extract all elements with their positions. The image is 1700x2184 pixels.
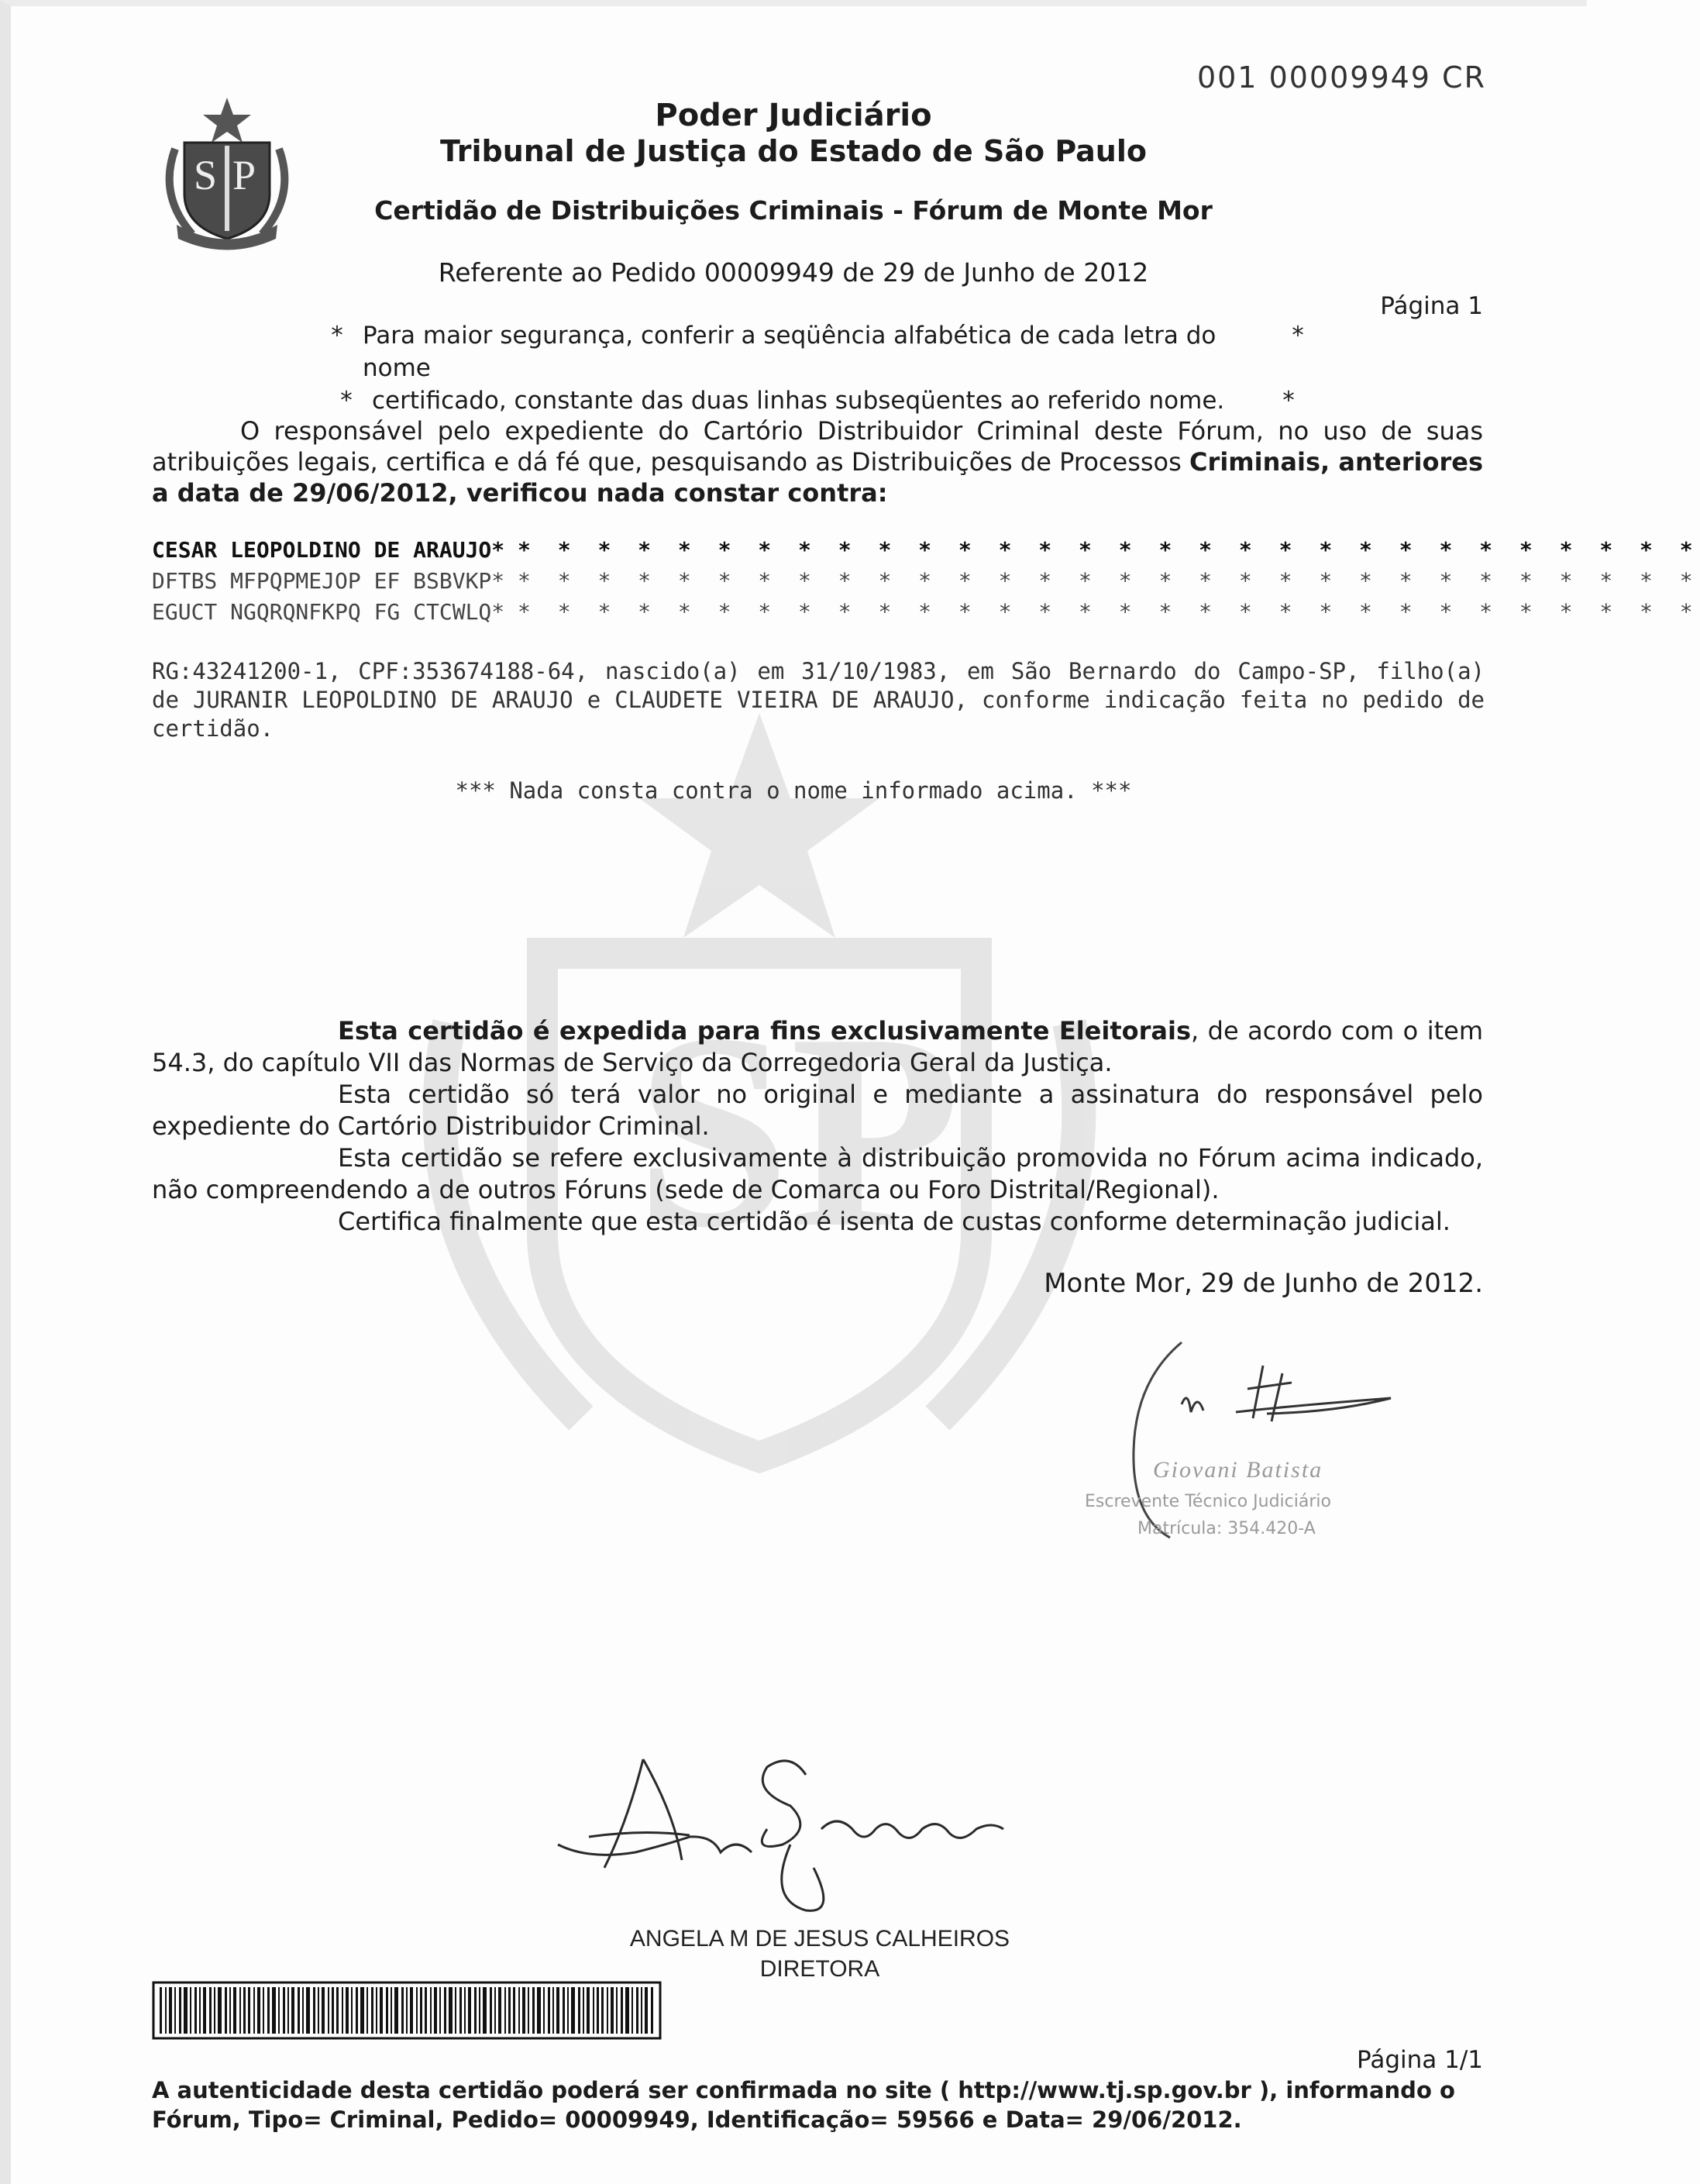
barcode-bar (306, 1987, 310, 2034)
barcode-bar (607, 1987, 608, 2034)
barcode-bar (380, 1987, 383, 2034)
barcode-bar (394, 1987, 398, 2034)
body-paragraph (152, 1142, 1483, 1206)
result-statement: *** Nada consta contra o nome informado acima. *** (455, 777, 1132, 804)
barcode-bar (430, 1987, 432, 2034)
clerk-signature-icon (1089, 1335, 1414, 1544)
barcode-bar (543, 1987, 545, 2034)
barcode-bar (174, 1987, 176, 2034)
barcode-bar (267, 1987, 270, 2034)
certificate-body (152, 1015, 1483, 1238)
barcode-bar (376, 1987, 377, 2034)
barcode-bar (455, 1987, 456, 2034)
barcode-bar (313, 1987, 315, 2034)
barcode-bar (233, 1987, 236, 2034)
body-text: Esta certidão só terá valor no original e mediante a assinatura do responsável pelo expediente do Cartório Distribuidor Criminal. (152, 1080, 1483, 1141)
barcode-bar (179, 1987, 181, 2034)
intro-paragraph (152, 415, 1483, 508)
asterisk: * (1282, 387, 1295, 415)
barcode-bar (483, 1987, 487, 2034)
check-name-row (152, 566, 1700, 597)
barcode-bar (218, 1987, 222, 2034)
barcode-bar (552, 1987, 554, 2034)
barcode-bar (548, 1987, 550, 2034)
barcode-bar (386, 1987, 388, 2034)
check-name: DFTBS MFPQPMEJOP EF BSBVKP* (152, 568, 505, 594)
intro-text: O responsável pelo expediente do Cartório Distribuidor Criminal deste Fórum, no uso de suas atribuições legais, certifica e dá fé que, pesquisando as Distribuições de Processos (152, 416, 1483, 477)
barcode-bar (464, 1987, 466, 2034)
body-bold-text: Esta certidão é expedida para fins exclusivamente Eleitorais (338, 1016, 1192, 1045)
barcode-bar (571, 1987, 575, 2034)
body-paragraph (152, 1015, 1483, 1079)
barcode-bar (351, 1987, 353, 2034)
barcode-bar (410, 1987, 413, 2034)
barcode-bar (239, 1987, 241, 2034)
body-paragraph (152, 1079, 1483, 1142)
barcode-bar (229, 1987, 231, 2034)
barcode-bar (371, 1987, 373, 2034)
barcode-bar (651, 1987, 653, 2034)
barcode-bar (597, 1987, 599, 2034)
notice-text: certificado, constante das duas linhas subseqüentes ao referido nome. (372, 387, 1225, 415)
certified-name-row (152, 535, 1700, 566)
barcode-bar (165, 1987, 167, 2034)
court-title: Tribunal de Justiça do Estado de São Paulo (440, 134, 1147, 168)
barcode-bar (593, 1987, 594, 2034)
name-block (152, 535, 1700, 628)
barcode-bar (257, 1987, 260, 2034)
body-text: , de acordo com o item 54.3, do capítulo VII das Normas de Serviço da Corregedoria Geral da Justiça. (152, 1016, 1484, 1077)
check-name: EGUCT NGQRQNFKPQ FG CTCWLQ* (152, 599, 505, 625)
barcode-bar (513, 1987, 515, 2034)
barcode-bar (278, 1987, 280, 2034)
barcode-bar (287, 1987, 289, 2034)
director-name: ANGELA M DE JESUS CALHEIROS (629, 1926, 1010, 1951)
certificate-title: Certidão de Distribuições Criminais - Fórum de Monte Mor (374, 195, 1213, 226)
director-signature-icon (558, 1744, 1038, 1922)
body-text: Certifica finalmente que esta certidão é isenta de custas conforme determinação judicial. (338, 1207, 1451, 1236)
barcode-bar (272, 1987, 276, 2034)
barcode-bar (342, 1987, 343, 2034)
barcode-bar (636, 1987, 638, 2034)
barcode-bar (416, 1987, 418, 2034)
document-code: 001 00009949 CR (1196, 60, 1486, 95)
barcode-bar (528, 1987, 529, 2034)
body-text: Esta certidão se refere exclusivamente à distribuição promovida no Fórum acima indicado, não compreendendo a de outros Fóruns (sede de Comarca ou Foro Distrital/Regional). (152, 1143, 1483, 1204)
barcode-bar (583, 1987, 584, 2034)
barcode-bar (498, 1987, 501, 2034)
place-and-date: Monte Mor, 29 de Junho de 2012. (1044, 1268, 1483, 1299)
notice-line (325, 384, 1309, 417)
clerk-stamp-name: Giovani Batista (1153, 1457, 1323, 1483)
barcode-bar (522, 1987, 525, 2034)
barcode-bar (248, 1987, 250, 2034)
barcode-bar (406, 1987, 408, 2034)
barcode-bar (449, 1987, 453, 2034)
barcode-bar (298, 1987, 300, 2034)
barcode-bar (199, 1987, 201, 2034)
director-role: DIRETORA (759, 1956, 880, 1982)
barcode-bar (621, 1987, 623, 2034)
barcode-bar (225, 1987, 227, 2034)
barcode-bar (328, 1987, 329, 2034)
barcode-bar (518, 1987, 520, 2034)
barcode-bar (190, 1987, 191, 2034)
barcode-bar (420, 1987, 422, 2034)
barcode-bar (479, 1987, 480, 2034)
page-count: Página 1/1 (1357, 2046, 1483, 2074)
barcode-bar (563, 1987, 565, 2034)
emblem-letter-s: S (194, 152, 218, 198)
request-reference: Referente ao Pedido 00009949 de 29 de Junho de 2012 (438, 257, 1149, 288)
body-paragraph (152, 1206, 1483, 1238)
barcode-bar (490, 1987, 492, 2034)
emblem-letter-p: P (232, 152, 256, 198)
asterisk: * (331, 322, 343, 350)
barcode-bar (444, 1987, 446, 2034)
barcode-bar (625, 1987, 629, 2034)
barcode-bar (209, 1987, 212, 2034)
barcode-bar (532, 1987, 535, 2034)
barcode-bar (439, 1987, 441, 2034)
barcode-bar (401, 1987, 404, 2034)
asterisk-fill: * * * * * * * * * * * * * * * * * * * * * * * * * * * * * * (518, 599, 1700, 625)
barcode-bar (243, 1987, 246, 2034)
security-notice (325, 319, 1309, 417)
barcode-bar (459, 1987, 462, 2034)
barcode-bar (184, 1987, 188, 2034)
barcode-bar (169, 1987, 172, 2034)
identification-data: RG:43241200-1, CPF:353674188-64, nascido(a) em 31/10/1983, em São Bernardo do Campo-SP, filho(a) de JURANIR LEOPOLDINO DE ARAUJO e CLAUDETE VIEIRA DE ARAUJO, conforme indicação feita no pedido de certidão. (152, 658, 1485, 742)
barcode-bar (601, 1987, 604, 2034)
svg-text:P: P (790, 976, 961, 1285)
barcode-bar (214, 1987, 215, 2034)
barcode-bar (332, 1987, 334, 2034)
barcode-bar (302, 1987, 304, 2034)
barcode-bar (366, 1987, 368, 2034)
barcode-bar (318, 1987, 319, 2034)
certified-name: CESAR LEOPOLDINO DE ARAUJO* (152, 537, 505, 563)
barcode-bar (160, 1987, 162, 2034)
barcode-bar (283, 1987, 285, 2034)
authenticity-footer: A autenticidade desta certidão poderá ser confirmada no site ( http://www.tj.sp.gov.br ), informando o Fórum, Tipo= Criminal, Pedido= 00009949, Identificação= 59566 e Data= 29/06/2012. (152, 2077, 1455, 2133)
asterisk: * (1292, 322, 1304, 350)
barcode-bar (425, 1987, 427, 2034)
barcode-bar (434, 1987, 437, 2034)
barcode-bar (203, 1987, 206, 2034)
org-title: Poder Judiciário (655, 98, 932, 133)
barcode-bar (194, 1987, 197, 2034)
notice-text: Para maior segurança, conferir a seqüência alfabética de cada letra do nome (363, 322, 1216, 382)
barcode-bar (346, 1987, 349, 2034)
barcode-bar (360, 1987, 364, 2034)
barcode-bar (567, 1987, 569, 2034)
barcode-bar (611, 1987, 614, 2034)
clerk-stamp-role: Escrevente Técnico Judiciário (1085, 1492, 1331, 1511)
barcode-bar (253, 1987, 255, 2034)
barcode-bar (263, 1987, 264, 2034)
notice-line (325, 319, 1309, 384)
barcode-bar (468, 1987, 471, 2034)
barcode-bar (391, 1987, 392, 2034)
barcode-bar (537, 1987, 541, 2034)
barcode-bar (641, 1987, 642, 2034)
check-name-row (152, 597, 1700, 628)
barcode-bar (645, 1987, 648, 2034)
intro-bold-text: Criminais, anteriores a data de 29/06/2012, verificou nada constar contra: (152, 447, 1483, 508)
barcode-bar (508, 1987, 511, 2034)
svg-text:S: S (635, 976, 791, 1285)
barcode-bar (356, 1987, 358, 2034)
barcode-bar (494, 1987, 496, 2034)
barcode-bar (291, 1987, 294, 2034)
asterisk-fill: * * * * * * * * * * * * * * * * * * * * * * * * * * * * * * (518, 537, 1700, 563)
barcode-bar (578, 1987, 580, 2034)
clerk-stamp-registration: Matrícula: 354.420-A (1137, 1519, 1316, 1538)
barcode-bar (336, 1987, 339, 2034)
barcode-bar (631, 1987, 633, 2034)
barcode-bar (616, 1987, 618, 2034)
page-number: Página 1 (1380, 292, 1483, 320)
asterisk: * (340, 387, 353, 415)
barcode-bar (556, 1987, 559, 2034)
barcode-bar (504, 1987, 506, 2034)
barcode-icon (153, 1982, 660, 2038)
barcode-bar (474, 1987, 477, 2034)
barcode-bar (322, 1987, 325, 2034)
asterisk-fill: * * * * * * * * * * * * * * * * * * * * * * * * * * * * * * (518, 568, 1700, 594)
barcode-bar (587, 1987, 590, 2034)
